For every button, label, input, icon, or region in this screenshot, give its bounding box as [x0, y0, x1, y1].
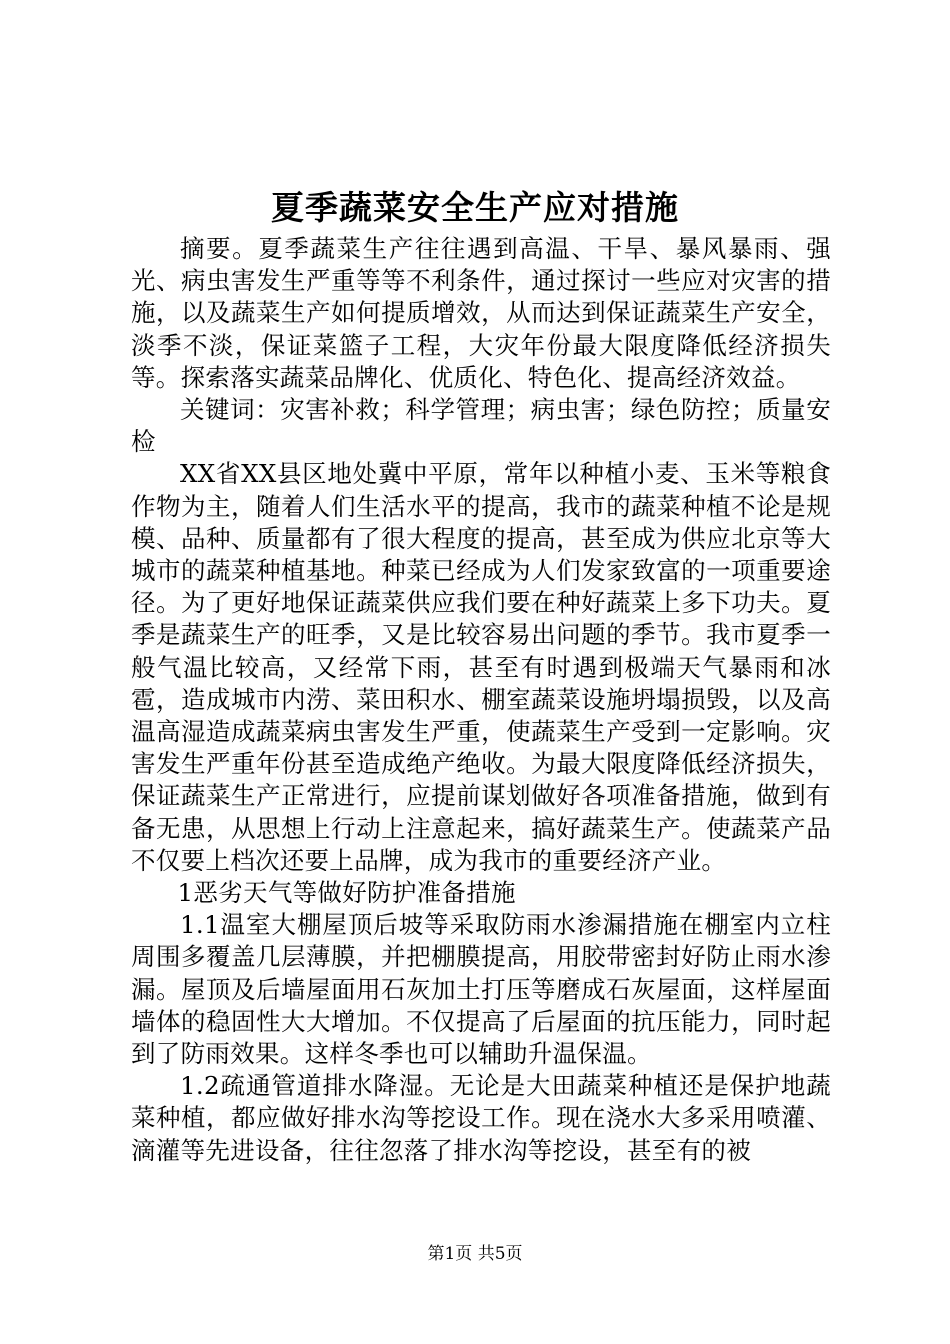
- section-1-1-paragraph: 1.1温室大棚屋顶后坡等采取防雨水渗漏措施在棚室内立柱周围多覆盖几层薄膜，并把棚膜提高，用胶带密封好防止雨水渗漏。屋顶及后墙屋面用石灰加土打压等磨成石灰屋面，这样屋面墙体的稳固性大大增加。不仅提高了后屋面的抗压能力，同时起到了防雨效果。这样冬季也可以辅助升温保温。: [131, 910, 831, 1069]
- document-title: 夏季蔬菜安全生产应对措施: [271, 188, 679, 227]
- section-1-2-paragraph: 1.2疏通管道排水降湿。无论是大田蔬菜种植还是保护地蔬菜种植，都应做好排水沟等挖设工作。现在浇水大多采用喷灌、滴灌等先进设备，往往忽落了排水沟等挖设，甚至有的被: [131, 1071, 831, 1165]
- intro-paragraph: XX省XX县区地处冀中平原，常年以种植小麦、玉米等粮食作物为主，随着人们生活水平的提高，我市的蔬菜种植不论是规模、品种、质量都有了很大程度的提高，甚至成为供应北京等大城市的蔬菜种植基地。种菜已经成为人们发家致富的一项重要途径。为了更好地保证蔬菜供应我们要在种好蔬菜上多下功夫。夏季是蔬菜生产的旺季，又是比较容易出问题的季节。我市夏季一般气温比较高，又经常下雨，甚至有时遇到极端天气暴雨和冰雹，造成城市内涝、菜田积水、棚室蔬菜设施坍塌损毁，以及高温高湿造成蔬菜病虫害发生严重，使蔬菜生产受到一定影响。灾害发生严重年份甚至造成绝产绝收。为最大限度降低经济损失，保证蔬菜生产正常进行，应提前谋划做好各项准备措施，做到有备无患，从思想上行动上注意起来，搞好蔬菜生产。使蔬菜产品不仅要上档次还要上品牌，成为我市的重要经济产业。: [131, 459, 831, 875]
- section-1-heading: 1恶劣天气等做好防护准备措施: [177, 878, 516, 908]
- keywords-paragraph: 关键词：灾害补救；科学管理；病虫害；绿色防控；质量安检: [131, 395, 831, 457]
- page-footer: 第1页 共5页: [427, 1244, 523, 1264]
- document-body: [131, 233, 831, 1167]
- abstract-paragraph: 摘要。夏季蔬菜生产往往遇到高温、干旱、暴风暴雨、强光、病虫害发生严重等等不利条件，通过探讨一些应对灾害的措施，以及蔬菜生产如何提质增效，从而达到保证蔬菜生产安全，淡季不淡，保证菜篮子工程，大灾年份最大限度降低经济损失等。探索落实蔬菜品牌化、优质化、特色化、提高经济效益。: [131, 234, 831, 392]
